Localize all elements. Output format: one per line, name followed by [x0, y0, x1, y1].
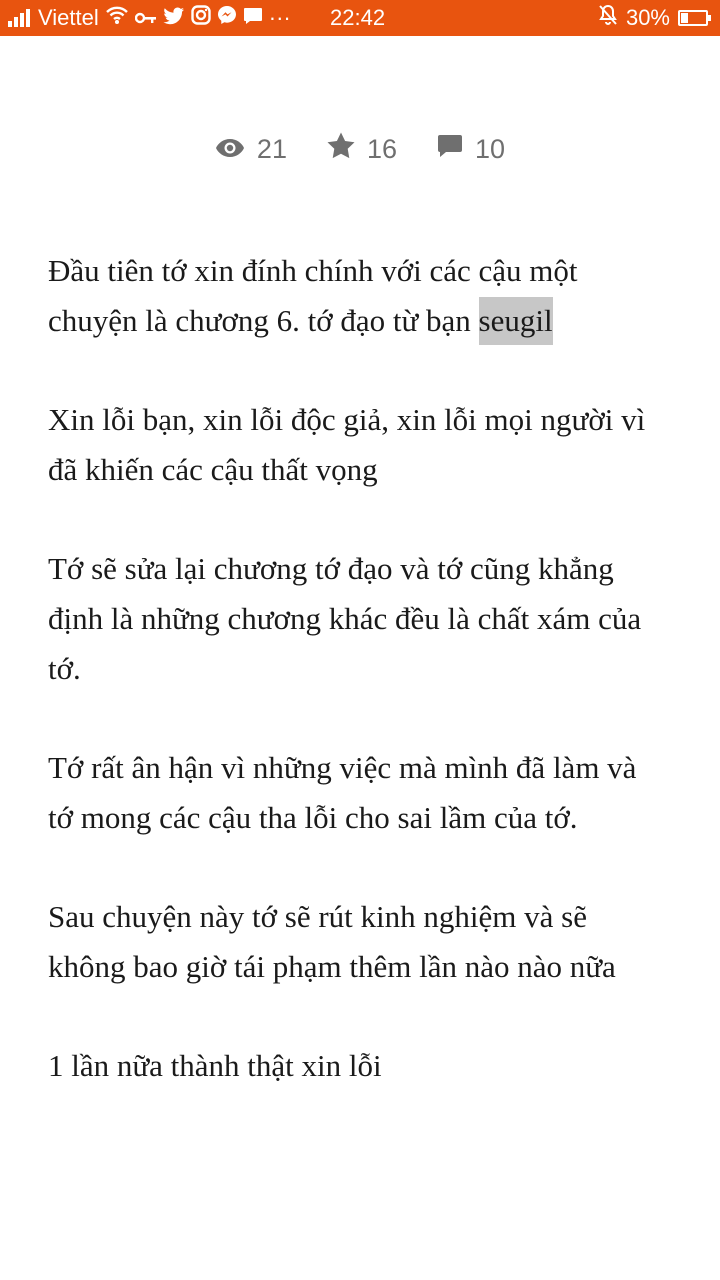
status-bar — [0, 0, 720, 36]
comments-stat — [437, 134, 505, 165]
highlighted-text[interactable]: seugil — [479, 297, 553, 345]
views-stat — [215, 134, 287, 165]
comments-count: 10 — [475, 133, 506, 164]
wifi-icon — [105, 5, 129, 31]
paragraph-text: Đầu tiên tớ xin đính chính với các cậu một chuyện là chương 6. tớ đạo từ bạn — [48, 253, 578, 338]
twitter-icon — [163, 5, 185, 31]
views-count: 21 — [256, 133, 287, 164]
bell-off-icon — [598, 4, 618, 32]
votes-count: 16 — [366, 133, 398, 164]
eye-icon — [215, 134, 257, 165]
key-icon — [135, 5, 157, 31]
paragraph — [48, 246, 668, 346]
more-icon: ··· — [268, 5, 291, 30]
paragraph: Sau chuyện này tớ sẽ rút kinh nghiệm và sẽ không bao giờ tái phạm thêm lần nào nào nữa — [48, 899, 616, 984]
paragraph: Tớ sẽ sửa lại chương tớ đạo và tớ cũng khẳng định là những chương khác đều là chất xám của tớ. — [48, 551, 642, 686]
instagram-icon — [191, 5, 211, 31]
paragraph: Xin lỗi bạn, xin lỗi độc giả, xin lỗi mọi người vì đã khiến các cậu thất vọng — [48, 402, 646, 487]
story-content — [48, 246, 668, 1140]
messenger-icon — [217, 5, 237, 31]
battery-icon — [678, 10, 708, 26]
paragraph: Tớ rất ân hận vì những việc mà mình đã làm và tớ mong các cậu tha lỗi cho sai lầm của tớ. — [48, 750, 637, 835]
status-bar-right — [590, 0, 708, 36]
star-icon — [327, 132, 367, 166]
comment-icon — [437, 134, 475, 165]
battery-level — [681, 13, 688, 23]
message-icon — [243, 5, 263, 31]
status-bar-left — [8, 0, 297, 36]
signal-icon — [8, 9, 32, 27]
carrier-label: Viettel — [38, 5, 99, 30]
votes-stat — [327, 132, 397, 166]
battery-percent: 30% — [625, 5, 670, 30]
story-stats — [0, 132, 720, 166]
paragraph: 1 lần nữa thành thật xin lỗi — [48, 1048, 382, 1083]
clock: 22:42 — [330, 5, 386, 30]
